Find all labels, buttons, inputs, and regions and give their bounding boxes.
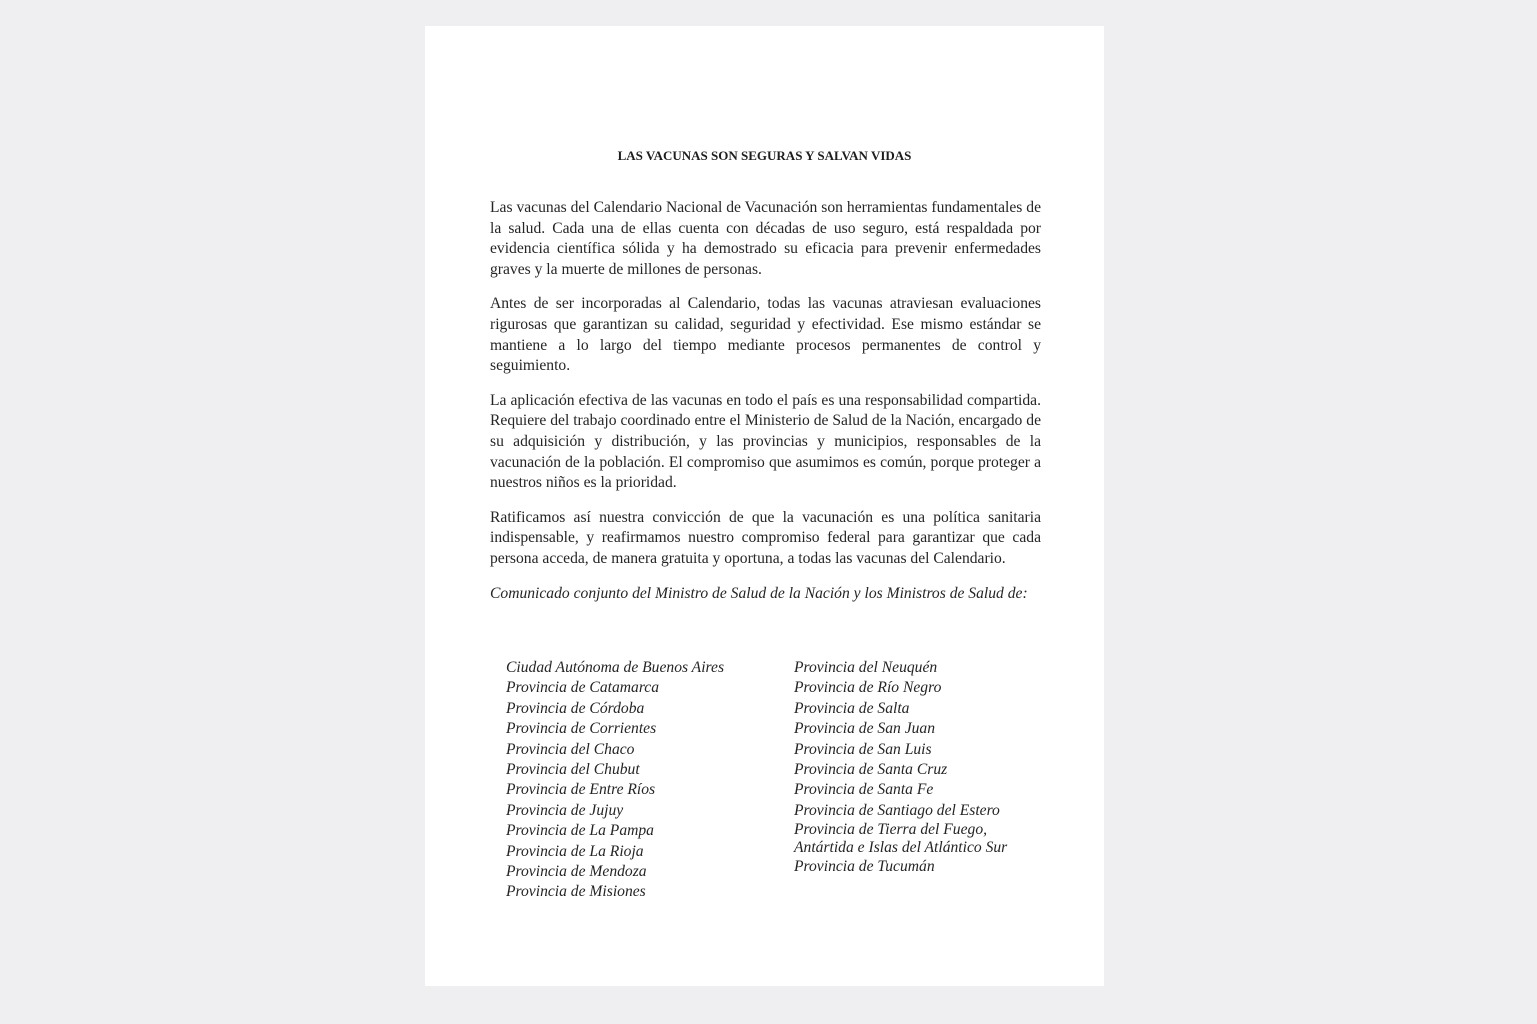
signatory: Provincia de Entre Ríos (506, 781, 656, 799)
document-body (490, 198, 1041, 614)
signatory: Ciudad Autónoma de Buenos Aires (506, 659, 725, 676)
signatories-right-column (794, 658, 1007, 878)
signatory: Provincia de Mendoza (506, 863, 647, 881)
paragraph: La aplicación efectiva de las vacunas en todo el país es una responsabilidad compartida. Requiere del trabajo coordinado entre el Ministerio de Salud de la Nación, encargado de su adquisición y distribución, y las provincias y municipios, responsables de la vacunación de la población. El compromiso que asumimos es común, porque proteger a nuestros niños es la prioridad. (490, 391, 1041, 492)
paragraph: Ratificamos así nuestra convicción de que la vacunación es una política sanitaria indispensable, y reafirmamos nuestro compromiso federal para garantizar que cada persona acceda, de manera gratuita y oportuna, a todas las vacunas del Calendario. (490, 508, 1041, 567)
signatory: Provincia de Santa Cruz (794, 761, 948, 779)
signatory: Provincia de Corrientes (506, 720, 657, 738)
signatory-continuation: Antártida e Islas del Atlántico Sur (794, 839, 1008, 857)
signatories-intro: Comunicado conjunto del Ministro de Salud de la Nación y los Ministros de Salud de: (490, 584, 1028, 602)
signatory: Provincia del Neuquén (794, 659, 938, 676)
signatory: Provincia de Tucumán (794, 858, 935, 876)
signatory: Provincia de San Luis (794, 740, 932, 758)
signatory: Provincia de Misiones (506, 883, 646, 901)
signatory: Provincia de Catamarca (506, 679, 660, 697)
signatories-left-column (506, 658, 724, 903)
signatory: Provincia de Salta (794, 699, 910, 717)
signatory: Provincia de Jujuy (506, 801, 624, 819)
paragraph: Antes de ser incorporadas al Calendario, todas las vacunas atraviesan evaluaciones rigurosas que garantizan su calidad, seguridad y efectividad. Ese mismo estándar se mantiene a lo largo del tiempo mediante procesos permanentes de control y seguimiento. (490, 295, 1041, 375)
signatory: Provincia de Río Negro (794, 679, 942, 697)
signatory: Provincia de La Rioja (506, 842, 644, 860)
document-page (425, 26, 1104, 986)
document-title: LAS VACUNAS SON SEGURAS Y SALVAN VIDAS (617, 148, 912, 163)
signatory: Provincia del Chaco (506, 740, 635, 758)
paragraph: Las vacunas del Calendario Nacional de Vacunación son herramientas fundamentales de la salud. Cada una de ellas cuenta con décadas de uso seguro, está respaldada por evidencia científica sólida y ha demostrado su eficacia para prevenir enfermedades graves y la muerte de millones de personas. (490, 199, 1041, 278)
signatory: Provincia de Córdoba (506, 699, 645, 717)
signatory: Provincia de Tierra del Fuego, (794, 821, 988, 839)
signatory: Provincia de Santiago del Estero (794, 801, 1000, 819)
signatory: Provincia de San Juan (794, 720, 936, 738)
signatory: Provincia de La Pampa (506, 822, 654, 840)
signatory: Provincia de Santa Fe (794, 781, 934, 799)
signatory: Provincia del Chubut (506, 761, 640, 779)
